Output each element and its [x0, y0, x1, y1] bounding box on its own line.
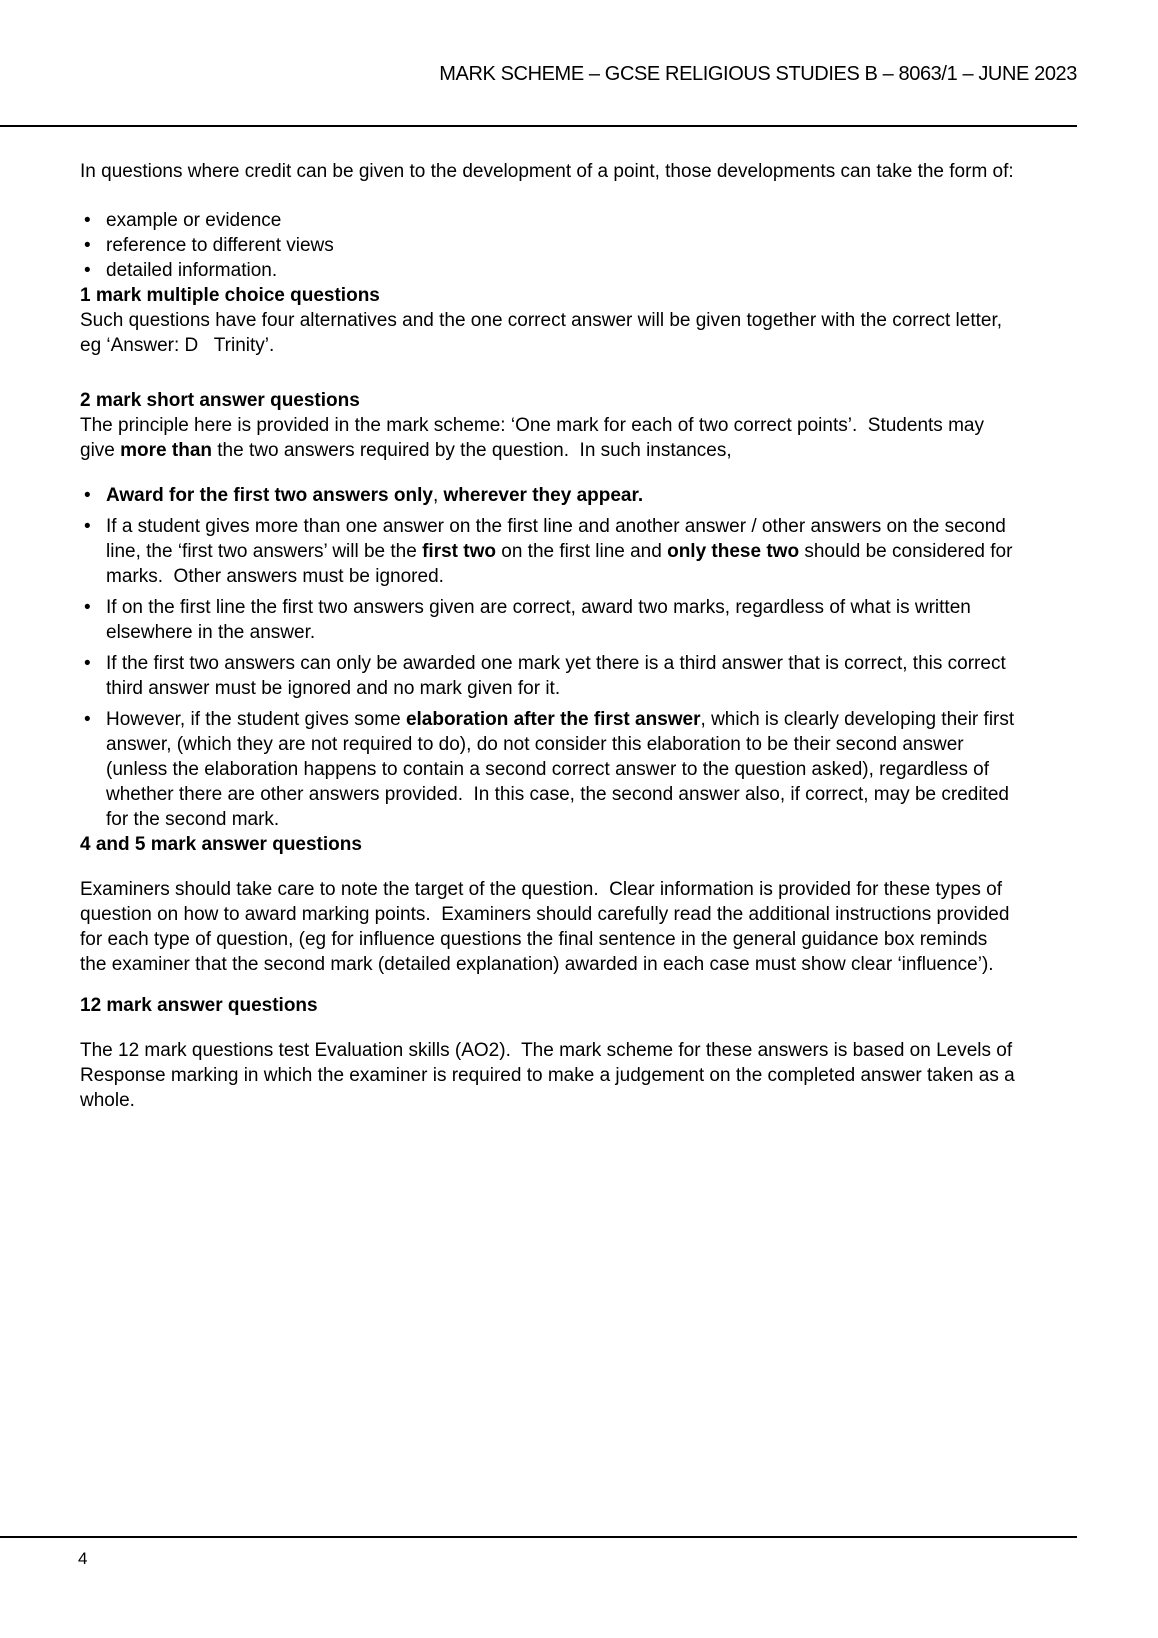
list-item — [80, 258, 1016, 283]
text-run: , — [432, 485, 444, 506]
text-run: more than — [120, 440, 212, 461]
text-run: If the first two answers can only be awarded one mark yet there is a third answer that is correct, this correct third answer must be ignored and no mark given for it. — [106, 653, 1011, 699]
text-run: the two answers required by the question. In such instances, — [212, 440, 732, 461]
text-run: Examiners should take care to note the target of the question. Clear information is provided for these types of question on how to award marking points. Examiners should carefully read the additional instructions provided for each type of question, (eg for influence questions the final sentence in the general guidance box reminds the examiner that the second mark (detailed explanation) awarded in each case must show clear ‘influence’). — [80, 879, 1015, 975]
section-heading-2-mark: 2 mark short answer questions — [80, 390, 360, 411]
section-4-paragraph — [80, 1038, 1020, 1113]
text-run: first two — [422, 541, 496, 562]
list-item-text — [106, 514, 1016, 589]
section-heading-4-5-mark: 4 and 5 mark answer questions — [80, 834, 362, 855]
intro-paragraph — [80, 159, 1016, 184]
page-number: 4 — [78, 1549, 88, 1568]
list-item-text: reference to different views — [106, 235, 334, 256]
development-bullet-list — [80, 208, 1016, 283]
two-mark-rules-bullet-list — [80, 483, 1020, 832]
text-run: In questions where credit can be given to the development of a point, those developments can take the form of: — [80, 161, 1014, 182]
bullet-icon: • — [84, 516, 91, 537]
bullet-icon: • — [84, 485, 91, 506]
list-item-text: example or evidence — [106, 210, 282, 231]
list-item — [80, 208, 1016, 233]
list-item-text — [106, 707, 1020, 832]
footer-rule — [0, 1536, 1077, 1538]
text-run: elaboration after the first answer — [405, 709, 701, 730]
bullet-icon: • — [84, 210, 91, 231]
section-3-paragraph — [80, 877, 1016, 977]
list-item — [80, 233, 1016, 258]
text-run: The principle here is provided in the mark scheme: ‘One mark for each of two correct points’. Students may give — [80, 415, 990, 461]
list-item-text — [106, 651, 1016, 701]
section-heading-1-mark: 1 mark multiple choice questions — [80, 285, 380, 306]
text-run: However, if the student gives some — [106, 709, 406, 730]
list-item — [80, 707, 1020, 832]
text-run: on the first line and — [495, 541, 668, 562]
header-title: MARK SCHEME – GCSE RELIGIOUS STUDIES B – 8063/1 – JUNE 2023 — [439, 63, 1077, 85]
list-item — [80, 514, 1016, 589]
section-1-paragraph — [80, 308, 1016, 358]
list-item — [80, 595, 1016, 645]
text-run: , which is clearly developing their first answer, (which they are not required to do), do not consider this elaboration to be their second answer (unless the elaboration happens to contain a second correct answer to the question asked), regardless of whether there are other answers provided. In this case, the second answer also, if correct, may be credited for the second mark. — [106, 709, 1020, 830]
section-heading-12-mark: 12 mark answer questions — [80, 995, 318, 1016]
text-run: Award for the first two answers only — [106, 485, 433, 506]
text-run: only these two — [667, 541, 800, 562]
text-run: If a student gives more than one answer on the first line and another answer / other answers on the second line, the ‘first two answers’ will be the — [106, 516, 1012, 562]
bullet-icon: • — [84, 597, 91, 618]
list-item — [80, 483, 1016, 508]
list-item-text — [106, 483, 1016, 508]
bullet-icon: • — [84, 260, 91, 281]
bullet-icon: • — [84, 709, 91, 730]
text-run: The 12 mark questions test Evaluation skills (AO2). The mark scheme for these answers is based on Levels of Response marking in which the examiner is required to make a judgement on the completed answer taken as a whole. — [80, 1040, 1020, 1111]
text-run: Such questions have four alternatives and the one correct answer will be given together with the correct letter, eg ‘Answer: D Trinity’. — [80, 310, 1008, 356]
text-run: wherever they appear. — [443, 485, 644, 506]
text-run: If on the first line the first two answers given are correct, award two marks, regardless of what is written elsewhere in the answer. — [106, 597, 977, 643]
bullet-icon: • — [84, 235, 91, 256]
document-body — [80, 159, 1020, 1113]
section-2-paragraph — [80, 413, 1016, 463]
list-item — [80, 651, 1016, 701]
bullet-icon: • — [84, 653, 91, 674]
list-item-text: detailed information. — [106, 260, 278, 281]
text-run: should be considered for marks. Other answers must be ignored. — [106, 541, 1018, 587]
header-rule — [0, 125, 1077, 127]
list-item-text — [106, 595, 1016, 645]
